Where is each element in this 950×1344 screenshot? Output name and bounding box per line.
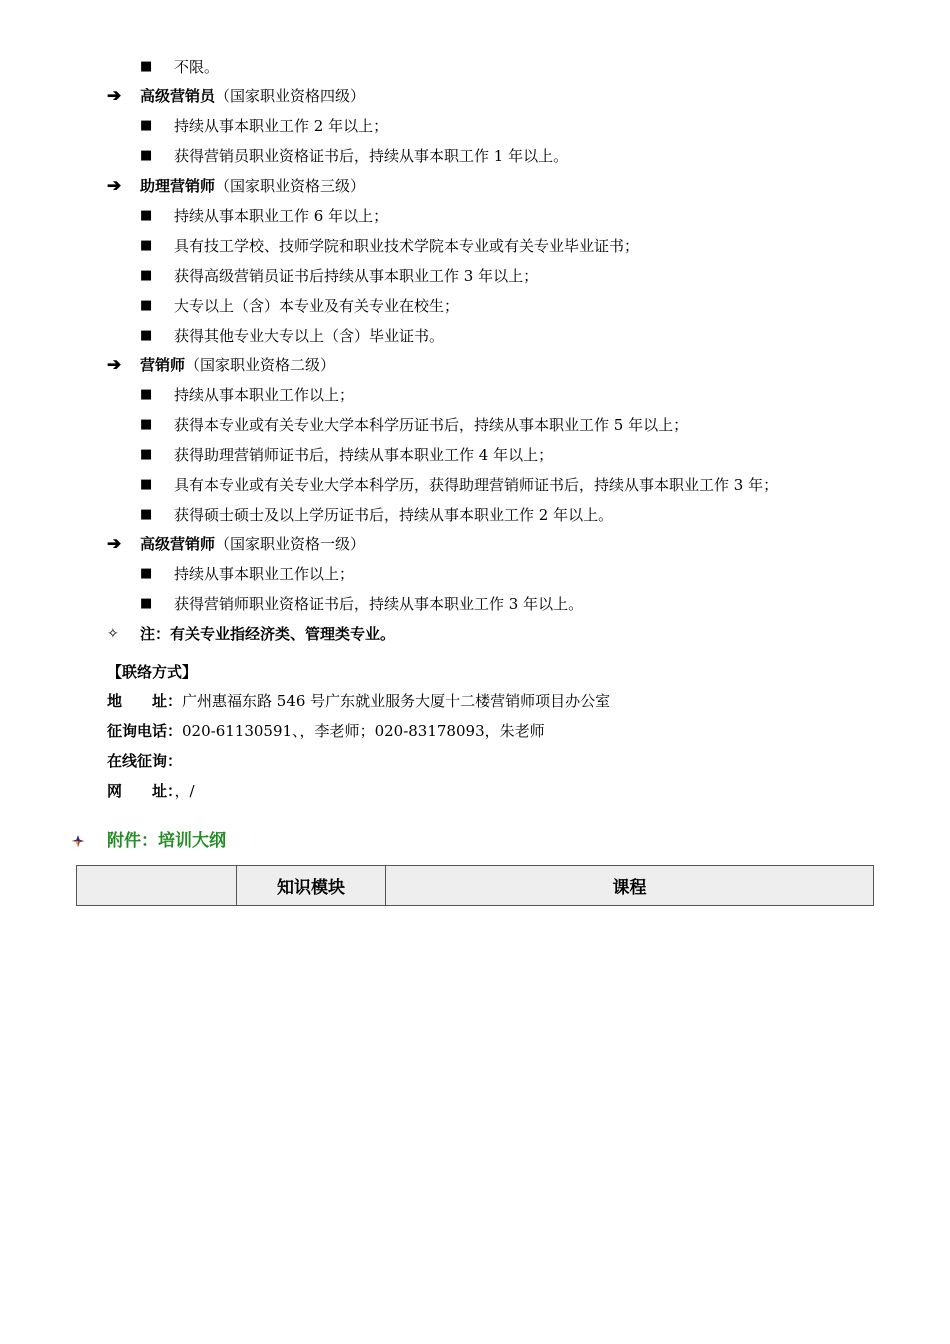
square-bullet-icon: ■ <box>140 208 153 223</box>
requirement-item: 持续从事本职业工作 2 年以上； <box>174 117 389 135</box>
level-subtitle: （国家职业资格四级） <box>215 87 366 105</box>
square-bullet-icon: ■ <box>140 387 153 402</box>
contact-header: 【联络方式】 <box>107 663 198 681</box>
square-bullet-icon: ■ <box>140 596 153 611</box>
appendix-title: 附件：培训大纲 <box>107 831 226 851</box>
square-bullet-icon: ■ <box>140 507 153 522</box>
requirement-item: 获得本专业或有关专业大学本科学历证书后，持续从事本职业工作 5 年以上； <box>174 416 689 434</box>
requirement-item: 持续从事本职业工作以上； <box>174 565 355 583</box>
training-outline-table <box>76 865 874 906</box>
requirement-item: 大专以上（含）本专业及有关专业在校生； <box>174 297 460 315</box>
arrow-right-icon: ➔ <box>107 176 122 196</box>
star-bullet-icon <box>71 834 85 848</box>
web-label: 网 址： <box>107 782 175 800</box>
level-subtitle: （国家职业资格二级） <box>185 356 336 374</box>
web-value: ，/ <box>174 782 195 800</box>
table-header-cell: 课程 <box>386 866 874 906</box>
square-bullet-icon: ■ <box>140 148 153 163</box>
address-value: 广州惠福东路 546 号广东就业服务大厦十二楼营销师项目办公室 <box>182 692 611 710</box>
square-bullet-icon: ■ <box>140 238 153 253</box>
square-bullet-icon: ■ <box>140 417 153 432</box>
requirement-item: 获得硕士硕士及以上学历证书后，持续从事本职业工作 2 年以上。 <box>174 506 614 524</box>
phone-value: 020-61130591、，李老师；020-83178093，朱老师 <box>182 722 545 740</box>
requirement-item: 获得营销师职业资格证书后，持续从事本职业工作 3 年以上。 <box>174 595 584 613</box>
square-bullet-icon: ■ <box>140 59 153 74</box>
requirement-item: 持续从事本职业工作 6 年以上； <box>174 207 389 225</box>
requirement-item: 持续从事本职业工作以上； <box>174 386 355 404</box>
level-title: 高级营销师 <box>140 535 216 553</box>
table-header-cell <box>77 866 237 906</box>
online-row <box>107 751 182 771</box>
requirement-item: 具有技工学校、技师学院和职业技术学院本专业或有关专业毕业证书； <box>174 237 640 255</box>
level-heading <box>140 176 365 196</box>
level-title: 营销师 <box>140 356 186 374</box>
address-label: 地 址： <box>107 692 183 710</box>
web-row <box>107 781 195 801</box>
address-row <box>107 691 610 711</box>
note-text: 注：有关专业指经济类、管理类专业。 <box>140 625 396 643</box>
requirement-item: 不限。 <box>174 58 220 76</box>
square-bullet-icon: ■ <box>140 477 153 492</box>
arrow-right-icon: ➔ <box>107 534 122 554</box>
square-bullet-icon: ■ <box>140 298 153 313</box>
level-heading <box>140 355 335 375</box>
square-bullet-icon: ■ <box>140 328 153 343</box>
square-bullet-icon: ■ <box>140 566 153 581</box>
table-header-row <box>77 866 874 906</box>
arrow-right-icon: ➔ <box>107 355 122 375</box>
diamond-bullet-icon: ✧ <box>107 626 119 642</box>
requirement-item: 具有本专业或有关专业大学本科学历，获得助理营销师证书后，持续从事本职业工作 3 年； <box>174 476 779 494</box>
square-bullet-icon: ■ <box>140 118 153 133</box>
level-subtitle: （国家职业资格一级） <box>215 535 366 553</box>
phone-row <box>107 721 545 741</box>
table-header-cell: 知识模块 <box>237 866 386 906</box>
requirement-item: 获得其他专业大专以上（含）毕业证书。 <box>174 327 445 345</box>
level-title: 高级营销员 <box>140 87 216 105</box>
level-heading <box>140 86 365 106</box>
square-bullet-icon: ■ <box>140 268 153 283</box>
requirement-item: 获得助理营销师证书后，持续从事本职业工作 4 年以上； <box>174 446 554 464</box>
online-label: 在线征询： <box>107 752 183 770</box>
level-title: 助理营销师 <box>140 177 216 195</box>
level-heading <box>140 534 365 554</box>
requirement-item: 获得高级营销员证书后持续从事本职业工作 3 年以上； <box>174 267 539 285</box>
level-subtitle: （国家职业资格三级） <box>215 177 366 195</box>
arrow-right-icon: ➔ <box>107 86 122 106</box>
phone-label: 征询电话： <box>107 722 183 740</box>
requirement-item: 获得营销员职业资格证书后，持续从事本职工作 1 年以上。 <box>174 147 569 165</box>
square-bullet-icon: ■ <box>140 447 153 462</box>
